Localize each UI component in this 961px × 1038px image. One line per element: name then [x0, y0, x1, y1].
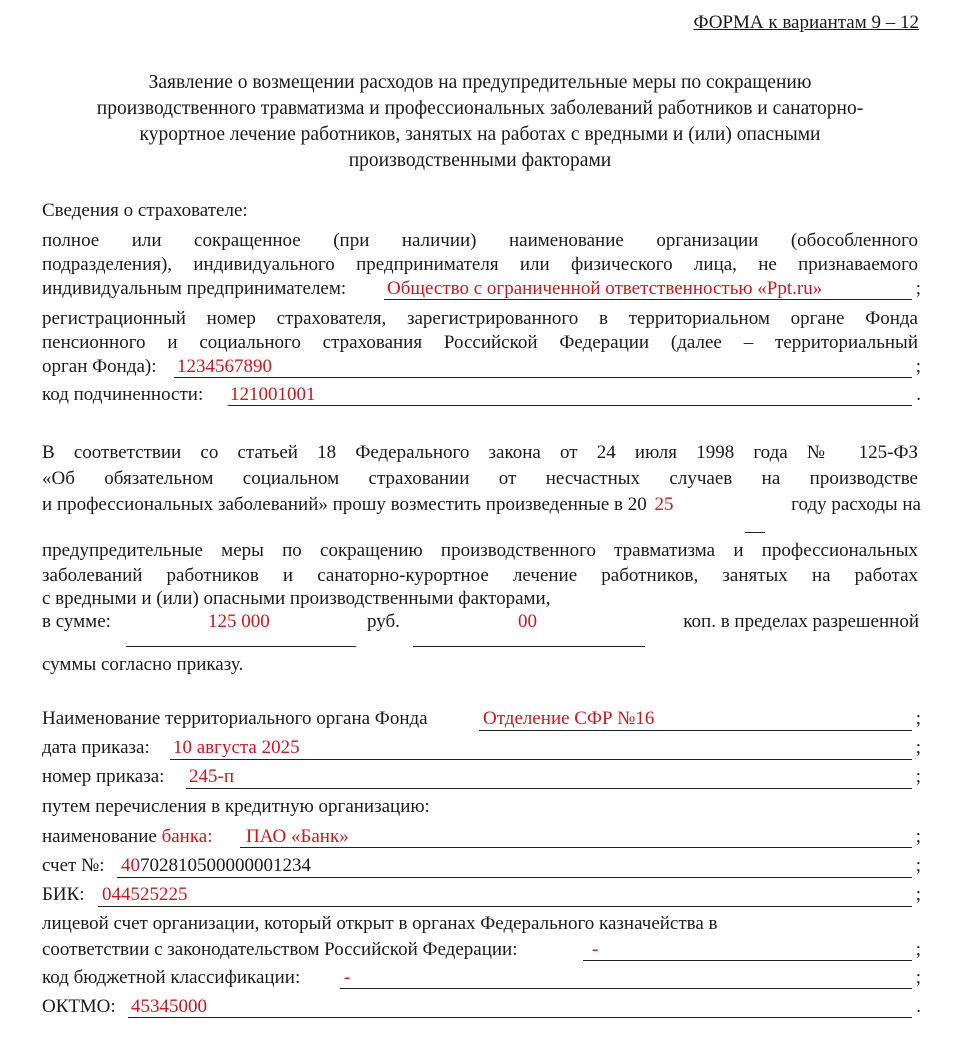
insurer-name-value[interactable]: Общество с ограниченной ответственностью «Ppt.ru»: [387, 278, 823, 299]
title-line: курортное лечение работников, занятых на работах с вредными и (или) опасными: [139, 124, 821, 145]
bik-label: БИК:: [42, 884, 85, 905]
fund-label: Наименование территориального органа Фонда: [42, 708, 428, 729]
request-body-line: предупредительные меры по сокращению производственного травматизма и профессиональных: [42, 540, 918, 561]
form-variant-label: ФОРМА к вариантам 9 – 12: [693, 12, 919, 33]
order-date-label: дата приказа:: [42, 737, 150, 758]
insurer-name-label-line: полное или сокращенное (при наличии) наименование организации (обособленного: [42, 230, 918, 251]
sub-code-field-line[interactable]: [228, 405, 912, 406]
bank-name-label: наименование банка:: [42, 826, 213, 847]
oktmo-label: ОКТМО:: [42, 996, 116, 1017]
request-text-line: В соответствии со статьей 18 Федерального закона от 24 июля 1998 года № 125-ФЗ: [42, 442, 918, 463]
account-value[interactable]: 40702810500000001234: [121, 855, 311, 876]
bank-name-label-red: банка:: [161, 826, 213, 847]
rub-field-line[interactable]: [126, 646, 356, 647]
reg-number-label-line: орган Фонда):: [42, 356, 157, 377]
treasury-label-line: лицевой счет организации, который открыт в органах Федерального казначейства в: [42, 913, 718, 934]
semicolon: ;: [915, 356, 921, 377]
reg-number-field-line[interactable]: [174, 377, 912, 378]
sum-label: в сумме:: [42, 611, 111, 632]
title-line: Заявление о возмещении расходов на предупредительные меры по сокращению: [148, 72, 812, 93]
order-number-field-line[interactable]: [186, 788, 912, 789]
oktmo-value[interactable]: 45345000: [131, 996, 207, 1017]
kbk-value[interactable]: -: [344, 967, 351, 988]
semicolon: ;: [915, 826, 921, 847]
year-field-line[interactable]: [745, 532, 765, 533]
bik-field-line[interactable]: [98, 906, 912, 907]
semicolon: ;: [915, 884, 921, 905]
reg-number-value[interactable]: 1234567890: [177, 356, 272, 377]
request-body-line: с вредными и (или) опасными производственными факторами,: [42, 588, 551, 609]
semicolon: ;: [915, 766, 921, 787]
request-tail: суммы согласно приказу.: [42, 654, 244, 675]
request-body-line: заболеваний работников и санаторно-курортное лечение работников, занятых на работах: [42, 565, 918, 586]
rub-value[interactable]: 125 000: [208, 611, 270, 632]
reg-number-label-line: пенсионного и социального страхования Российской Федерации (далее – территориальный: [42, 332, 918, 353]
account-field-line[interactable]: [117, 877, 912, 878]
treasury-value[interactable]: -: [592, 939, 599, 960]
semicolon: ;: [915, 967, 921, 988]
kop-field-line[interactable]: [413, 646, 645, 647]
kop-label: коп. в пределах разрешенной: [683, 611, 919, 632]
kbk-label: код бюджетной классификации:: [42, 967, 301, 988]
semicolon: ;: [915, 708, 921, 729]
period: .: [916, 996, 921, 1017]
semicolon: ;: [915, 855, 921, 876]
insurer-section-heading: Сведения о страхователе:: [42, 200, 248, 221]
fund-field-line[interactable]: [479, 730, 912, 731]
period: .: [916, 384, 921, 405]
order-number-label: номер приказа:: [42, 766, 165, 787]
request-line3-before: и профессиональных заболеваний» прошу возместить произведенные в 20: [42, 494, 647, 515]
year-value[interactable]: 25: [654, 494, 674, 515]
account-label: счет №:: [42, 855, 105, 876]
semicolon: ;: [915, 737, 921, 758]
treasury-field-line[interactable]: [583, 960, 912, 961]
order-date-field-line[interactable]: [170, 759, 912, 760]
bik-value[interactable]: 044525225: [102, 884, 188, 905]
kop-value[interactable]: 00: [518, 611, 537, 632]
rub-label: руб.: [367, 611, 400, 632]
transfer-label: путем перечисления в кредитную организацию:: [42, 796, 430, 817]
sub-code-value[interactable]: 121001001: [230, 384, 316, 405]
semicolon: ;: [915, 939, 921, 960]
reg-number-label-line: регистрационный номер страхователя, зарегистрированного в территориальном органе Фонда: [42, 308, 918, 329]
request-text-line: «Об обязательном социальном страховании от несчастных случаев на производстве: [42, 468, 918, 489]
insurer-name-label-line: индивидуальным предпринимателем:: [42, 278, 347, 299]
order-number-value[interactable]: 245-п: [189, 766, 234, 787]
title-line: производственными факторами: [348, 150, 612, 171]
title-line: производственного травматизма и профессиональных заболеваний работников и санаторно-: [96, 98, 864, 119]
treasury-label-line: соответствии с законодательством Российской Федерации:: [42, 939, 518, 960]
insurer-name-label-line: подразделения), индивидуального предпринимателя или физического лица, не признаваемого: [42, 254, 918, 275]
kbk-field-line[interactable]: [340, 988, 912, 989]
sub-code-label: код подчиненности:: [42, 384, 204, 405]
fund-value[interactable]: Отделение СФР №16: [483, 708, 655, 729]
order-date-value[interactable]: 10 августа 2025: [173, 737, 300, 758]
semicolon: ;: [915, 278, 921, 299]
bank-name-value[interactable]: ПАО «Банк»: [246, 826, 349, 847]
request-line3-after: году расходы на: [791, 494, 921, 515]
oktmo-field-line[interactable]: [128, 1017, 912, 1018]
document-title: [40, 70, 920, 174]
request-text-line: [42, 494, 674, 516]
